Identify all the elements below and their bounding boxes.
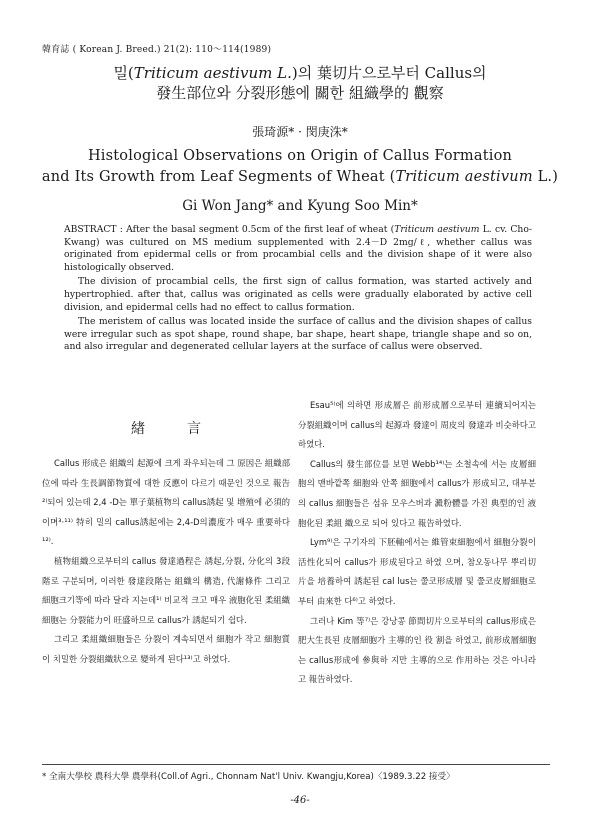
body-column-right xyxy=(298,396,536,690)
body-paragraph: Esau⁵⁾에 의하면 形成層은 前形成層으로부터 連續되어지는 分裂組織이며 callus의 起源과 發達이 周皮의 發達과 비슷하다고 하였다. xyxy=(298,400,536,450)
title-english-line2 xyxy=(0,167,600,187)
section-heading-introduction: 緖 言 xyxy=(131,421,201,437)
body-paragraph: 그리고 柔組織細胞들은 分裂이 계속되면서 細胞가 작고 細胞質이 치밀한 分裂組織狀으로 變하게 된다¹³⁾고 하였다. xyxy=(42,634,290,664)
title-english-line1: Histological Observations on Origin of Callus Formation xyxy=(87,148,513,164)
footnote-divider xyxy=(42,764,550,765)
title-en-scientific-name: Triticum aestivum xyxy=(395,169,533,185)
abstract-text: ABSTRACT : After the basal segment 0.5cm of the first leaf of wheat ( xyxy=(64,224,395,235)
title-korean-line2: 發生部位와 分裂形態에 關한 組織學的 觀察 xyxy=(156,84,444,102)
title-en-post: L.) xyxy=(532,169,559,185)
authors-korean: 張琦源* · 閔庚洙* xyxy=(252,125,348,139)
abstract-paragraph-1 xyxy=(64,224,532,274)
title-kr-pre: 밀( xyxy=(113,64,134,82)
body-paragraph: Callus 形成은 組織의 起源에 크게 좌우되는데 그 原因은 組織部位에 따라 生長調節物質에 대한 反應이 다르기 때문인 것으로 報告²⁾되어 있는데 2,4 -D는 單子葉植物의 callus誘起 및 增殖에 必須的 이며³·¹¹⁾ 特히 밀의 callus誘起에는 2,4-D의濃度가 매우 重要하다¹²⁾. xyxy=(42,458,290,547)
title-kr-post: )의 葉切片으로부터 Callus의 xyxy=(291,64,487,82)
body-paragraph: Callus의 發生部位를 보면 Webb¹⁴⁾는 소철속에 서는 皮層細胞의 맨바깥쪽 細胞와 안쪽 細胞에서 callus가 形成되고, 대부분의 callus 細胞들은 섬유 모우스버과 澱粉體를 가진 典型的인 液胞化된 柔組 織으로 되어 있다고 報告하였다. xyxy=(298,458,536,528)
abstract xyxy=(64,224,532,354)
journal-header: 韓育誌 ( Korean J. Breed.) 21(2): 110～114(1989) xyxy=(42,45,272,55)
body-column-left xyxy=(42,454,290,670)
abstract-text: L. cv. Cho-Kwang) was cultured on MS medium supplemented with 2.4－D 2mg/ℓ, whether callus was originated from epidermal cells or from procambial cells and the division shape of it were also histologically observed. xyxy=(64,224,532,273)
abstract-scientific-name: Triticum aestivum xyxy=(394,224,480,235)
title-kr-scientific-name: Triticum aestivum L. xyxy=(133,64,292,82)
body-paragraph: Lym⁹⁾은 구기자의 下胚軸에서는 維管束細胞에서 細胞分裂이 活性化되어 callus가 形成된다고 하였 으며, 참오동나무 뿌리切片을 培養하여 誘起된 cal lus는 쭐코形成層 및 쭐코皮層細胞로부터 由來한 다⁶⁾고 하였다. xyxy=(298,537,536,606)
title-en-pre: and Its Growth from Leaf Segments of Wheat ( xyxy=(41,169,396,185)
abstract-paragraph-3: The meristem of callus was located inside the surface of callus and the division shapes of callus were irregular such as spot shape, round shape, bar shape, heart shape, triangle shape and so on, and also irregular and degenerated cellular layers at the surface of callus were observed. xyxy=(64,316,532,353)
page-number: -46- xyxy=(290,795,310,806)
body-paragraph: 그러나 Kim 等⁷⁾은 강낭콩 節間切片으로부터의 callus形成은 肥大生長된 皮層細胞가 主導的인 役 割을 하였고, 前形成層細胞는 callus形成에 參與하 지만 主導的으로 作用하는 것은 아니라고 報告하였다. xyxy=(298,615,536,685)
footnote: * 全南大學校 農科大學 農學科(Coll.of Agri., Chonnam Nat'l Univ. Kwangju,Korea)〈1989.3.22 接受〉 xyxy=(42,772,455,782)
body-paragraph: 植物組織으로부터의 callus 發達過程은 誘起,分裂, 分化의 3段階로 구분되며, 이러한 發達段階는 組織의 構造, 代謝條件 그리고 細胞크기等에 따라 달라 지는데¹⁾ 비교적 크고 매우 液胞化된 柔組織細胞는 分裂能力이 旺盛하므로 callus가 誘起되기 쉽다. xyxy=(42,555,290,625)
abstract-paragraph-2: The division of procambial cells, the first sign of callus formation, was started actively and hypertrophied. after that, callus was originated as cells were gradually elaborated by active cell division, and epidermal cells had no effect to callus formation. xyxy=(64,276,532,313)
authors-english: Gi Won Jang* and Kyung Soo Min* xyxy=(182,198,418,214)
title-korean-line1 xyxy=(0,64,600,83)
